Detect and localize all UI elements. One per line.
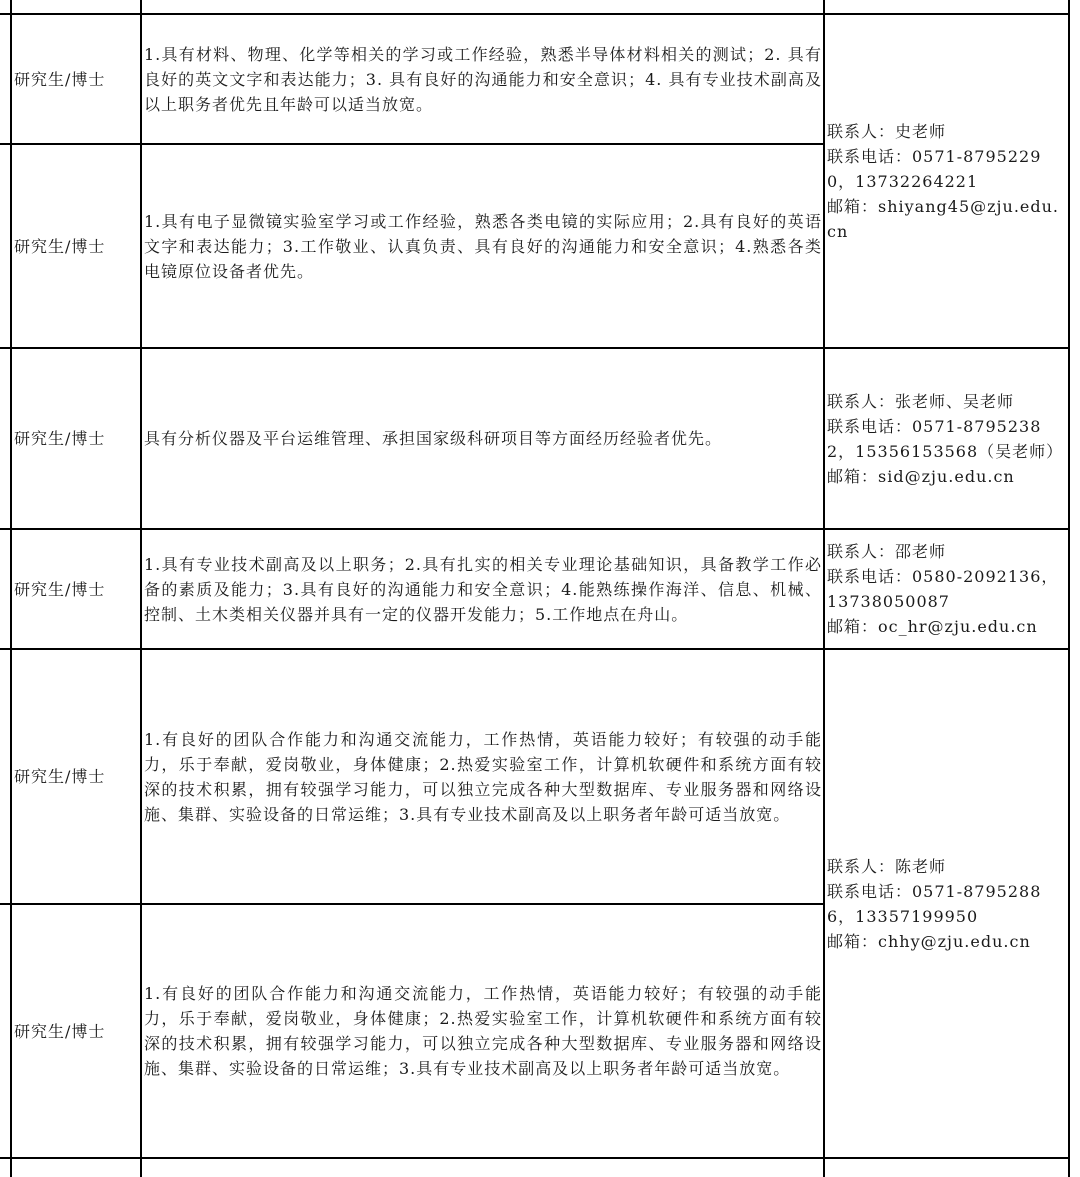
- requirements-cell: 1.具有材料、物理、化学等相关的学习或工作经验，熟悉半导体材料相关的测试；2. 具有良好的英文文字和表达能力；3. 具有良好的沟通能力和安全意识；4. 具有专业技术副高及以上职务者优先且年龄可以适当放宽。: [144, 44, 822, 114]
- requirements-cell: 1.具有专业技术副高及以上职务；2.具有扎实的相关专业理论基础知识，具备教学工作必备的素质及能力；3.具有良好的沟通能力和安全意识；4.能熟练操作海洋、信息、机械、控制、土木类相关仪器并具有一定的仪器开发能力；5.工作地点在舟山。: [144, 554, 822, 624]
- column-divider: [140, 0, 142, 1177]
- requirements-cell: 具有分析仪器及平台运维管理、承担国家级科研项目等方面经历经验者优先。: [144, 429, 723, 448]
- column-divider: [10, 0, 12, 1177]
- education-cell: 研究生/博士: [14, 69, 106, 89]
- contact-person: 联系人：张老师、吴老师: [827, 391, 1015, 411]
- contact-email: 邮箱：sid@zju.edu.cn: [827, 466, 1015, 486]
- education-cell: 研究生/博士: [14, 767, 106, 786]
- education-cell: 研究生/博士: [14, 236, 106, 256]
- education-cell: 研究生/博士: [14, 579, 106, 599]
- contact-person: 联系人：陈老师: [827, 856, 947, 876]
- contact-phone: 联系电话：0580-2092136，13738050087: [827, 567, 1059, 611]
- requirements-cell: 1.有良好的团队合作能力和沟通交流能力，工作热情，英语能力较好；有较强的动手能力，乐于奉献，爱岗敬业，身体健康；2.热爱实验室工作，计算机软硬件和系统方面有较深的技术积累，拥有较强学习能力，可以独立完成各种大型数据库、专业服务器和网络设施、集群、实验设备的日常运维；3.具有专业技术副高及以上职务者年龄可适当放宽。: [144, 729, 822, 824]
- column-divider: [1068, 0, 1070, 1177]
- contact-phone: 联系电话：0571-87952886，13357199950: [827, 881, 1042, 926]
- row-divider: [0, 1157, 1070, 1159]
- contact-cell: [827, 15, 1067, 347]
- contact-email: 邮箱：chhy@zju.edu.cn: [827, 931, 1031, 951]
- column-divider: [823, 0, 825, 1177]
- education-cell: 研究生/博士: [14, 1021, 106, 1041]
- education-cell: 研究生/博士: [14, 429, 106, 448]
- contact-phone: 联系电话：0571-87952382，15356153568（吴老师）: [827, 416, 1064, 461]
- contact-email: 邮箱：oc_hr@zju.edu.cn: [827, 617, 1038, 636]
- contact-cell: [827, 650, 1067, 1157]
- contact-cell: [827, 530, 1067, 648]
- contact-person: 联系人：邵老师: [827, 542, 947, 561]
- requirements-cell: 1.具有电子显微镜实验室学习或工作经验，熟悉各类电镜的实际应用；2.具有良好的英语文字和表达能力；3.工作敬业、认真负责、具有良好的沟通能力和安全意识；4.熟悉各类电镜原位设备者优先。: [144, 211, 822, 281]
- contact-person: 联系人：史老师: [827, 121, 947, 141]
- requirements-cell: 1.有良好的团队合作能力和沟通交流能力，工作热情，英语能力较好；有较强的动手能力，乐于奉献，爱岗敬业，身体健康；2.热爱实验室工作，计算机软硬件和系统方面有较深的技术积累，拥有较强学习能力，可以独立完成各种大型数据库、专业服务器和网络设施、集群、实验设备的日常运维；3.具有专业技术副高及以上职务者年龄可适当放宽。: [144, 984, 822, 1078]
- contact-phone: 联系电话：0571-87952290，13732264221: [827, 146, 1042, 191]
- contact-cell: [827, 349, 1067, 528]
- contact-email: 邮箱：shiyang45@zju.edu.cn: [827, 196, 1060, 241]
